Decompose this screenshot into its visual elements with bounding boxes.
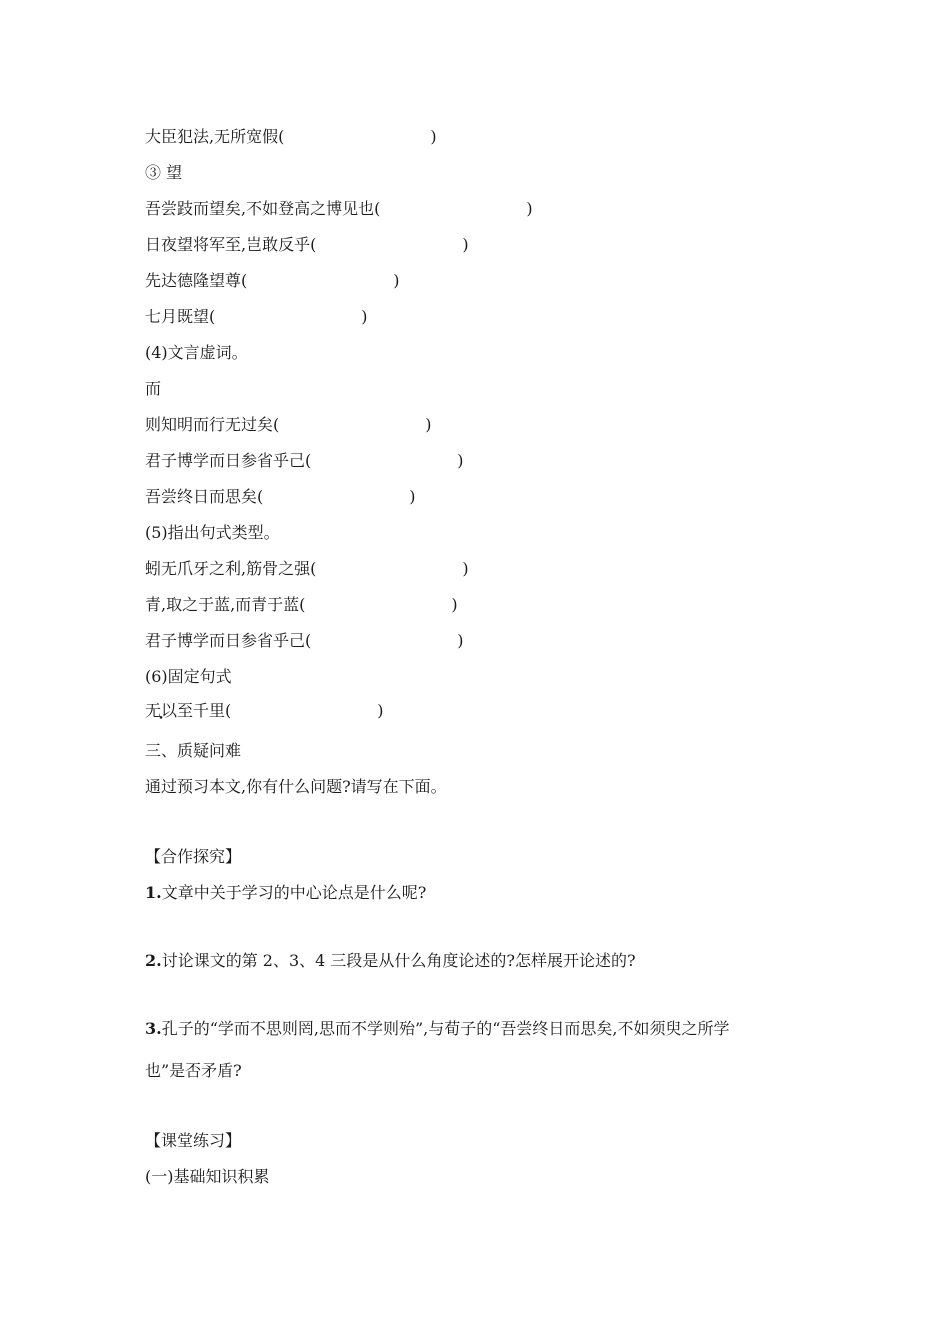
section-heading (145, 1131, 241, 1151)
line-text: 三、质疑问难 (145, 741, 242, 760)
question-text-continued: 也”是否矛盾? (145, 1061, 242, 1080)
line-text: 通过预习本文,你有什么问题?请写在下面。 (145, 777, 447, 796)
closing-paren: ) (462, 235, 469, 254)
closing-paren: ) (526, 199, 533, 218)
line-text: (一)基础知识积累 (145, 1167, 270, 1186)
text-line (145, 631, 464, 651)
line-text: 吾尝终日而思矣( (145, 487, 264, 506)
line-text: 先达德隆望尊( (145, 271, 248, 290)
section-heading (145, 741, 241, 761)
text-line (145, 415, 432, 435)
question-item (145, 883, 426, 903)
section-heading (145, 343, 248, 363)
text-line (145, 487, 416, 507)
text-line (145, 271, 400, 291)
text-line (145, 559, 469, 579)
closing-paren: ) (361, 307, 368, 326)
text-line (145, 379, 161, 399)
closing-paren: ) (451, 595, 458, 614)
line-text: 【课堂练习】 (145, 1131, 242, 1150)
text-line (145, 307, 368, 327)
section-heading (145, 667, 232, 687)
text-line (145, 451, 464, 471)
line-text: 至千里( (177, 701, 232, 720)
text-line (145, 199, 533, 219)
closing-paren: ) (409, 487, 416, 506)
text-line (145, 1061, 242, 1081)
line-text: 【合作探究】 (145, 847, 242, 866)
section-heading (145, 523, 280, 543)
line-text: 君子博学而日参省乎己( (145, 631, 312, 650)
question-text: 文章中关于学习的中心论点是什么呢? (161, 883, 427, 902)
line-text: (5)指出句式类型。 (145, 523, 280, 542)
line-text: 日夜望将军至,岂敢反乎( (145, 235, 317, 254)
closing-paren: ) (377, 701, 384, 720)
line-text: 君子博学而日参省乎己( (145, 451, 312, 470)
line-text: 青,取之于蓝,而青于蓝( (145, 595, 306, 614)
text-line (145, 235, 469, 255)
closing-paren: ) (457, 631, 464, 650)
emphasized-chars: 无以 (145, 701, 178, 720)
question-text: 讨论课文的第 2、3、4 三段是从什么角度论述的?怎样展开论述的? (161, 951, 636, 970)
question-item (145, 951, 636, 971)
line-text: 吾尝跂而望矣,不如登高之博见也( (145, 199, 381, 218)
question-number: 1. (145, 883, 162, 902)
text-line (145, 777, 447, 797)
text-line (145, 701, 384, 721)
line-text: 蚓无爪牙之利,筋骨之强( (145, 559, 317, 578)
line-text: (6)固定句式 (145, 667, 232, 686)
question-number: 3. (145, 1019, 162, 1038)
line-text: ③ 望 (145, 163, 183, 182)
text-line (145, 595, 458, 615)
line-text: 而 (145, 379, 162, 398)
section-heading (145, 1167, 270, 1187)
line-text: 大臣犯法,无所宽假( (145, 127, 285, 146)
line-text: 则知明而行无过矣( (145, 415, 280, 434)
line-text: (4)文言虚词。 (145, 343, 248, 362)
closing-paren: ) (457, 451, 464, 470)
line-text: 七月既望( (145, 307, 216, 326)
text-line (145, 163, 182, 183)
closing-paren: ) (393, 271, 400, 290)
section-heading (145, 847, 241, 867)
closing-paren: ) (462, 559, 469, 578)
question-number: 2. (145, 951, 162, 970)
text-line (145, 127, 437, 147)
closing-paren: ) (425, 415, 432, 434)
question-text: 孔子的“学而不思则罔,思而不学则殆”,与荀子的“吾尝终日而思矣,不如须臾之所学 (161, 1019, 730, 1038)
question-item (145, 1019, 730, 1039)
closing-paren: ) (430, 127, 437, 146)
